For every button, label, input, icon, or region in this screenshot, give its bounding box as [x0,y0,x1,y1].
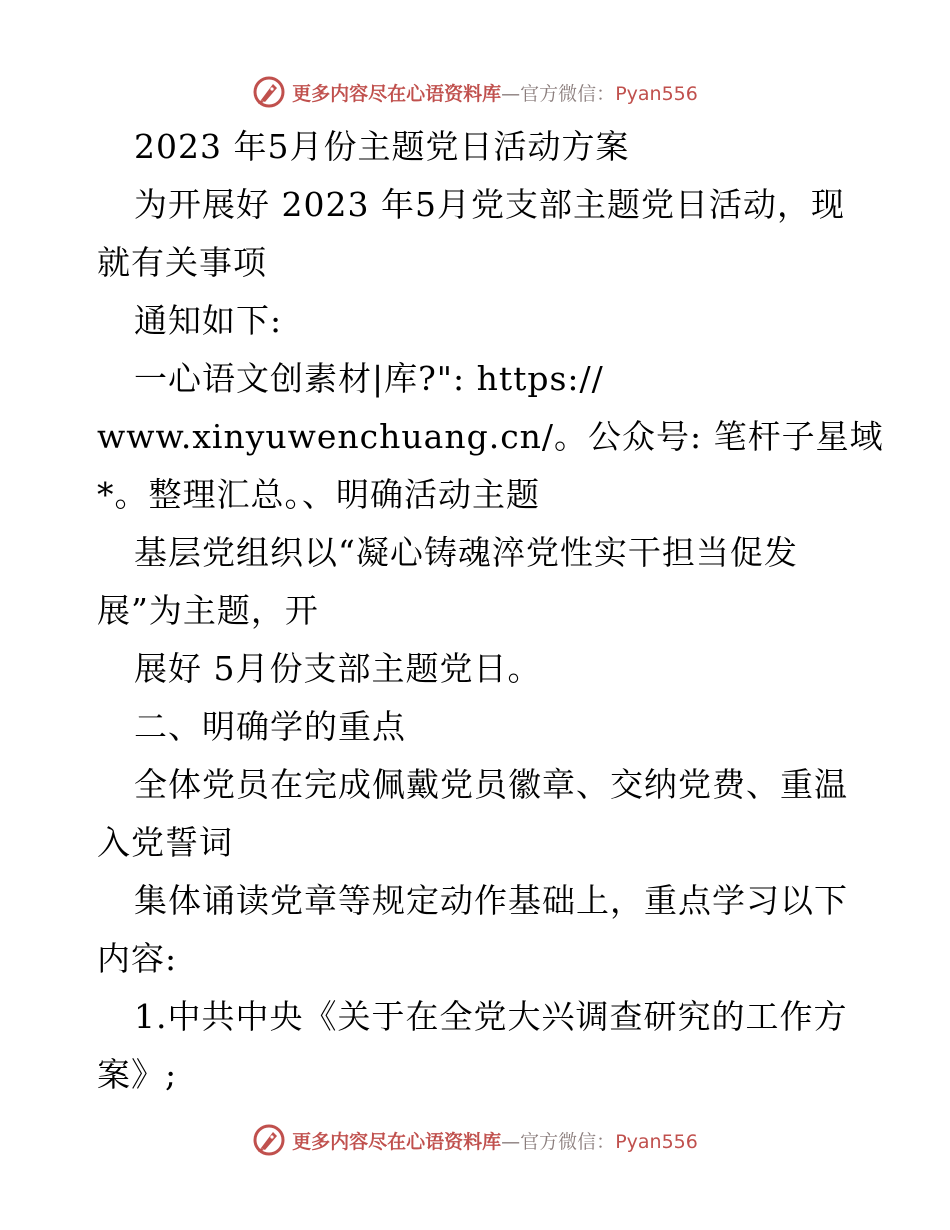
paragraph-line: 展”为主题，开 [97,591,319,630]
footer-watermark-banner [0,1120,950,1160]
paragraph-line: 内容: [97,939,178,978]
paragraph-line: 全体党员在完成佩戴党员徽章、交纳党费、重温 [134,765,848,804]
watermark-text [292,1127,698,1154]
watermark-wechat-label: 官方微信： [520,1130,616,1153]
watermark-main-text: 更多内容尽在心语资料库 [292,82,502,105]
watermark-separator: — [501,1130,521,1153]
paragraph-line: 一心语文创素材|库?": https:// [134,359,604,398]
watermark-main-text: 更多内容尽在心语资料库 [292,1130,502,1153]
list-item: 1.中共中央《关于在全党大兴调查研究的工作方 [134,997,848,1036]
watermark-wechat-id: Pyan556 [615,1130,698,1153]
watermark-wechat-label: 官方微信： [520,82,616,105]
watermark-wechat-id: Pyan556 [615,82,698,105]
document-body [97,118,884,1104]
paragraph-line: 集体诵读党章等规定动作基础上，重点学习以下 [134,881,848,920]
paragraph-line: 案》; [97,1055,178,1094]
paragraph-line: 基层党组织以“凝心铸魂淬党性实干担当促发 [134,533,798,572]
paragraph-line: 为开展好 2023 年5月党支部主题党日活动，现 [134,185,845,224]
watermark-text [292,79,698,106]
paragraph-line: 通知如下: [134,301,283,340]
paragraph-line: 就有关事项 [97,243,267,282]
header-watermark-banner [0,72,950,112]
paragraph-line: www.xinyuwenchuang.cn/。公众号: 笔杆子星域 [97,417,884,456]
pen-nib-logo-icon [252,75,286,109]
section-heading: 二、明确学的重点 [134,707,406,746]
document-title: 2023 年5月份主题党日活动方案 [134,127,630,166]
watermark-separator: — [501,82,521,105]
pen-nib-logo-icon [252,1123,286,1157]
paragraph-line: 入党誓词 [97,823,233,862]
paragraph-line: *。整理汇总。、明确活动主题 [97,475,540,514]
paragraph-line: 展好 5月份支部主题党日。 [134,649,542,688]
